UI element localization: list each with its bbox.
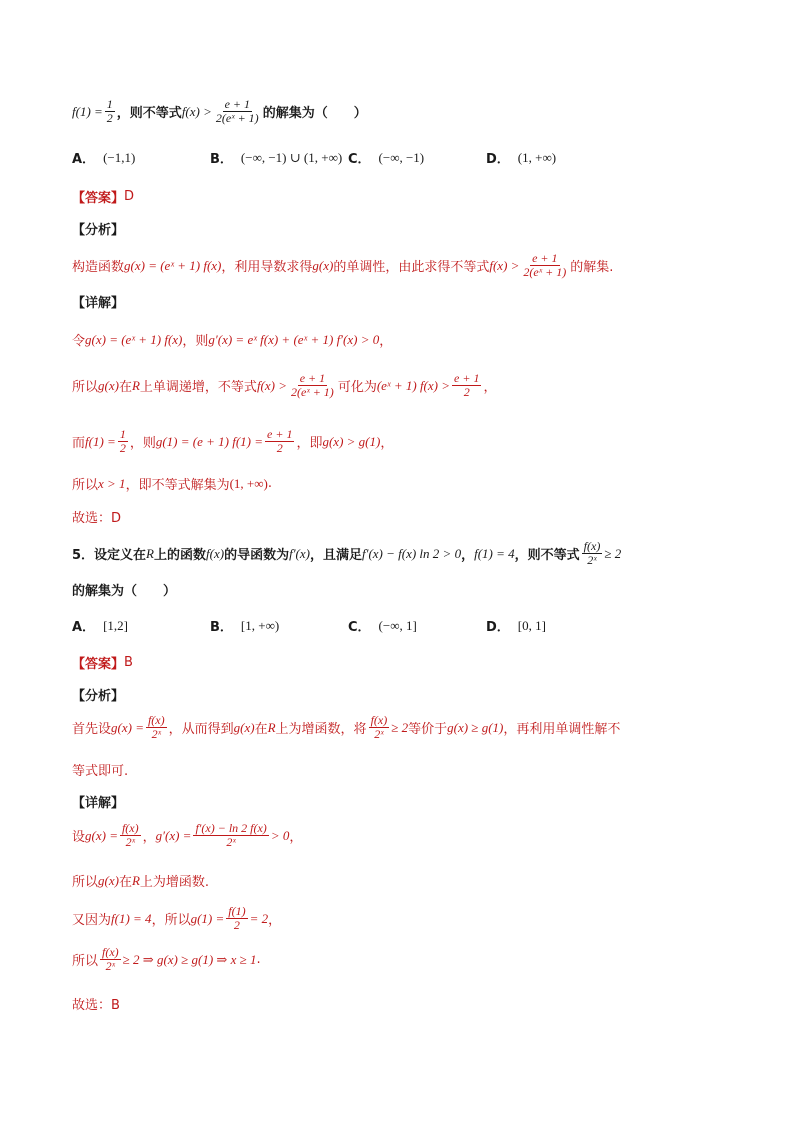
q5-choice-b: B． [1, +∞)	[210, 617, 280, 635]
q4-stem: f(1) = $\frac{1}{2}$ ，则不等式 f(x) > $\frac{e + 1}{\text{2(eˣ + 1)}}$ 的解集为（ ）	[72, 97, 367, 125]
q4-detail-line-4: 所以 x > 1 ，即不等式解集为 (1, +∞) .	[72, 475, 272, 493]
q5-choice-d: D． [0, 1]	[486, 617, 546, 635]
q4-detail-tag: 【详解】	[72, 296, 125, 311]
q4-stem-math: f(1) =	[72, 103, 103, 119]
q4-analysis-tag: 【分析】	[72, 223, 125, 238]
q5-analysis-tag: 【分析】	[72, 689, 125, 704]
q4-stem-half: $\frac{1}{2}$	[106, 97, 113, 125]
q4-stem-fraction: $\frac{e + 1}{\text{2(eˣ + 1)}}$	[215, 97, 259, 125]
q4-choice-d: D． (1, +∞)	[486, 149, 557, 167]
q5-detail-line-1: 设 g(x) = $\frac{f(x)}{\text{2ˣ}}$ ， g′(x) = $\frac{f'(x) - \ln 2 f(x)}{\text{2ˣ}}$ > 0 ，	[72, 821, 303, 849]
q5-stem: 5．设定义在 R 上的函数 f(x) 的导函数为 f′(x) ，且满足 f′(x) − f(x) ln 2 > 0 ， f(1) = 4 ，则不等式 $\frac{f(x)}{\text{2ˣ}}$ ≥ 2	[72, 539, 622, 567]
q4-choice-a: A． (−1,1)	[72, 149, 136, 167]
q5-analysis: 首先设 g(x) = $\frac{f(x)}{\text{2ˣ}}$ ，从而得到 g(x) 在 R 上为增函数，将 $\frac{f(x)}{\text{2ˣ}}$ ≥ 2 等价于 g(x) ≥ g(1) ，再利用单调性解不	[72, 713, 621, 741]
answer-value: D	[124, 189, 135, 204]
q5-detail-line-2: 所以 g(x) 在 R 上为增函数.	[72, 872, 210, 890]
q4-analysis: 构造函数 g(x) = (eˣ + 1) f(x) ，利用导数求得 g(x) 的单调性，由此求得不等式 f(x) > $\frac{e + 1}{\text{2(eˣ + 1)}}$ 的解集.	[72, 251, 614, 279]
q5-detail-tag: 【详解】	[72, 796, 125, 811]
answer-value: B	[124, 655, 133, 670]
q4-choice-b: B． (−∞, −1) ∪ (1, +∞)	[210, 149, 343, 167]
q5-answer	[72, 653, 133, 672]
q4-detail-line-3: 而 f(1) = $\frac{1}{2}$ ，则 g(1) = (e + 1) f(1) = $\frac{e + 1}{2}$ ，即 g(x) > g(1) ，	[72, 427, 394, 455]
q5-analysis-line-2: 等式即可.	[72, 764, 129, 779]
answer-tag: 【答案】	[72, 191, 125, 206]
q5-stem-line-2: 的解集为（ ）	[72, 584, 177, 599]
q5-conclusion: 故选：B	[72, 998, 120, 1013]
q4-detail-line-1: 令 g(x) = (eˣ + 1) f(x) ，则 g′(x) = eˣ f(x) + (eˣ + 1) f′(x) > 0 ，	[72, 331, 393, 349]
q5-choice-c: C． (−∞, 1]	[348, 617, 417, 635]
q4-conclusion: 故选：D	[72, 511, 122, 526]
q5-detail-line-3: 又因为 f(1) = 4 ，所以 g(1) = $\frac{f(1)}{2}$ = 2 ，	[72, 904, 282, 932]
q5-detail-line-4: 所以 $\frac{f(x)}{\text{2ˣ}}$ ≥ 2 ⇒ g(x) ≥ g(1) ⇒ x ≥ 1 .	[72, 945, 261, 973]
q4-choice-c: C． (−∞, −1)	[348, 149, 425, 167]
q4-answer	[72, 187, 134, 206]
q5-choice-a: A． [1,2]	[72, 617, 128, 635]
q4-detail-line-2: 所以 g(x) 在 R 上单调递增，不等式 f(x) > $\frac{e + 1}{\text{2(eˣ + 1)}}$ 可化为 (eˣ + 1) f(x) > $\frac{e + 1}{2}$ ，	[72, 371, 497, 399]
answer-tag: 【答案】	[72, 657, 125, 672]
